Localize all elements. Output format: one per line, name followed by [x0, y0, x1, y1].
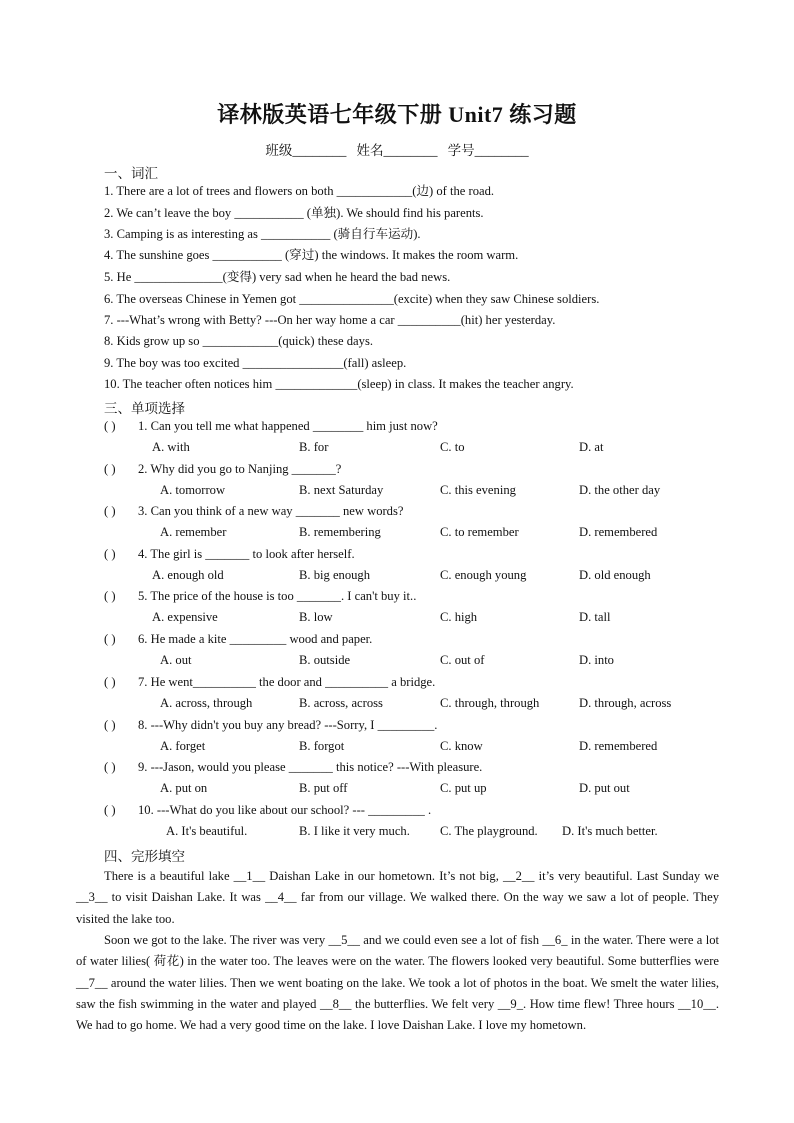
option-b: B. across, across [299, 696, 383, 710]
option-b: B. remembering [299, 525, 381, 539]
vocab-item: 8. Kids grow up so ____________(quick) these days. [104, 334, 373, 348]
option-c: C. high [440, 610, 478, 624]
option-c: C. through, through [440, 696, 540, 710]
answer-blank: ( ) [104, 718, 116, 732]
option-b: B. I like it very much. [299, 824, 410, 838]
option-c: C. The playground. [440, 824, 538, 838]
option-b: B. next Saturday [299, 483, 384, 497]
answer-blank: ( ) [104, 504, 116, 518]
number-field: 学号________ [447, 143, 529, 158]
vocab-item: 9. The boy was too excited ________________(fall) asleep. [104, 356, 407, 370]
option-d: D. through, across [579, 696, 672, 710]
section-choice-heading: 三、单项选择 [104, 401, 185, 416]
option-d: D. old enough [579, 568, 651, 582]
option-d: D. remembered [579, 739, 658, 753]
answer-blank: ( ) [104, 675, 116, 689]
option-a: A. forget [160, 739, 206, 753]
option-a: A. It's beautiful. [166, 824, 248, 838]
answer-blank: ( ) [104, 419, 116, 433]
vocab-item: 5. He ______________(变得) very sad when he heard the bad news. [104, 270, 451, 284]
vocab-item: 4. The sunshine goes ___________ (穿过) the windows. It makes the room warm. [104, 248, 519, 262]
option-a: A. with [152, 440, 190, 454]
question-text: 8. ---Why didn't you buy any bread? ---Sorry, I _________. [138, 718, 438, 732]
question-text: 3. Can you think of a new way _______ new words? [138, 504, 404, 518]
option-d: D. at [579, 440, 604, 454]
option-c: C. this evening [440, 483, 516, 497]
question-text: 9. ---Jason, would you please _______ this notice? ---With pleasure. [138, 760, 483, 774]
option-d: D. the other day [579, 483, 661, 497]
vocab-item: 10. The teacher often notices him _____________(sleep) in class. It makes the teacher angry. [104, 377, 574, 391]
question-text: 7. He went__________ the door and __________ a bridge. [138, 675, 436, 689]
option-a: A. expensive [152, 610, 218, 624]
cloze-paragraph: Soon we got to the lake. The river was very __5__ and we could even see a lot of fish __6_ in the water. There were a lot of water lilies( 荷花) in the water too. The leaves were on the water. The flowers looked very beautiful. Some butterflies were __7__ around the water lilies. Then we went boating on the lake. We took a lot of photos in the boat. We smelt the water lilies, saw the fish swimming in the water and played __8__ the butterflies. We felt very __9_. How time flew! Three hours __10__. We had to go home. We had a very good time on the lake. I love Daishan Lake. I love my hometown. [76, 933, 719, 1033]
option-c: C. to [440, 440, 465, 454]
option-b: B. big enough [299, 568, 371, 582]
option-d: D. tall [579, 610, 611, 624]
question-text: 2. Why did you go to Nanjing _______? [138, 462, 342, 476]
question-text: 4. The girl is _______ to look after herself. [138, 547, 355, 561]
name-field: 姓名________ [356, 143, 438, 158]
vocab-item: 6. The overseas Chinese in Yemen got _______________(excite) when they saw Chinese soldiers. [104, 292, 600, 306]
cloze-paragraph: There is a beautiful lake __1__ Daishan Lake in our hometown. It’s not big, __2__ it’s very beautiful. Last Sunday we __3__ to visit Daishan Lake. It was __4__ far from our village. We walked there. On the way we saw a lot of people. They visited the lake too. [76, 869, 719, 926]
answer-blank: ( ) [104, 632, 116, 646]
section-cloze-heading: 四、完形填空 [104, 849, 185, 864]
option-b: B. for [299, 440, 329, 454]
question-text: 1. Can you tell me what happened ________ him just now? [138, 419, 438, 433]
option-d: D. remembered [579, 525, 658, 539]
option-c: C. to remember [440, 525, 519, 539]
section-vocab-heading: 一、词汇 [104, 166, 158, 181]
option-d: D. It's much better. [562, 824, 658, 838]
option-a: A. across, through [160, 696, 253, 710]
option-c: C. put up [440, 781, 487, 795]
option-b: B. put off [299, 781, 348, 795]
option-c: C. enough young [440, 568, 527, 582]
answer-blank: ( ) [104, 547, 116, 561]
option-a: A. put on [160, 781, 208, 795]
option-c: C. know [440, 739, 483, 753]
vocab-item: 1. There are a lot of trees and flowers on both ____________(边) of the road. [104, 184, 495, 198]
option-b: B. low [299, 610, 333, 624]
option-a: A. remember [160, 525, 227, 539]
question-text: 6. He made a kite _________ wood and paper. [138, 632, 373, 646]
vocab-item: 3. Camping is as interesting as ___________ (骑自行车运动). [104, 227, 421, 241]
answer-blank: ( ) [104, 589, 116, 603]
vocab-item: 2. We can’t leave the boy ___________ (单独). We should find his parents. [104, 206, 484, 220]
option-d: D. put out [579, 781, 630, 795]
option-d: D. into [579, 653, 614, 667]
option-a: A. out [160, 653, 192, 667]
option-b: B. outside [299, 653, 351, 667]
class-field: 班级________ [265, 143, 347, 158]
option-c: C. out of [440, 653, 485, 667]
option-a: A. tomorrow [160, 483, 226, 497]
option-b: B. forgot [299, 739, 345, 753]
answer-blank: ( ) [104, 760, 116, 774]
vocab-item: 7. ---What’s wrong with Betty? ---On her way home a car __________(hit) her yesterday. [104, 313, 556, 327]
page-title: 译林版英语七年级下册 Unit7 练习题 [217, 102, 577, 127]
answer-blank: ( ) [104, 803, 116, 817]
question-text: 10. ---What do you like about our school? --- _________ . [138, 803, 432, 817]
student-info [0, 139, 794, 159]
question-text: 5. The price of the house is too _______. I can't buy it.. [138, 589, 417, 603]
answer-blank: ( ) [104, 462, 116, 476]
option-a: A. enough old [152, 568, 224, 582]
